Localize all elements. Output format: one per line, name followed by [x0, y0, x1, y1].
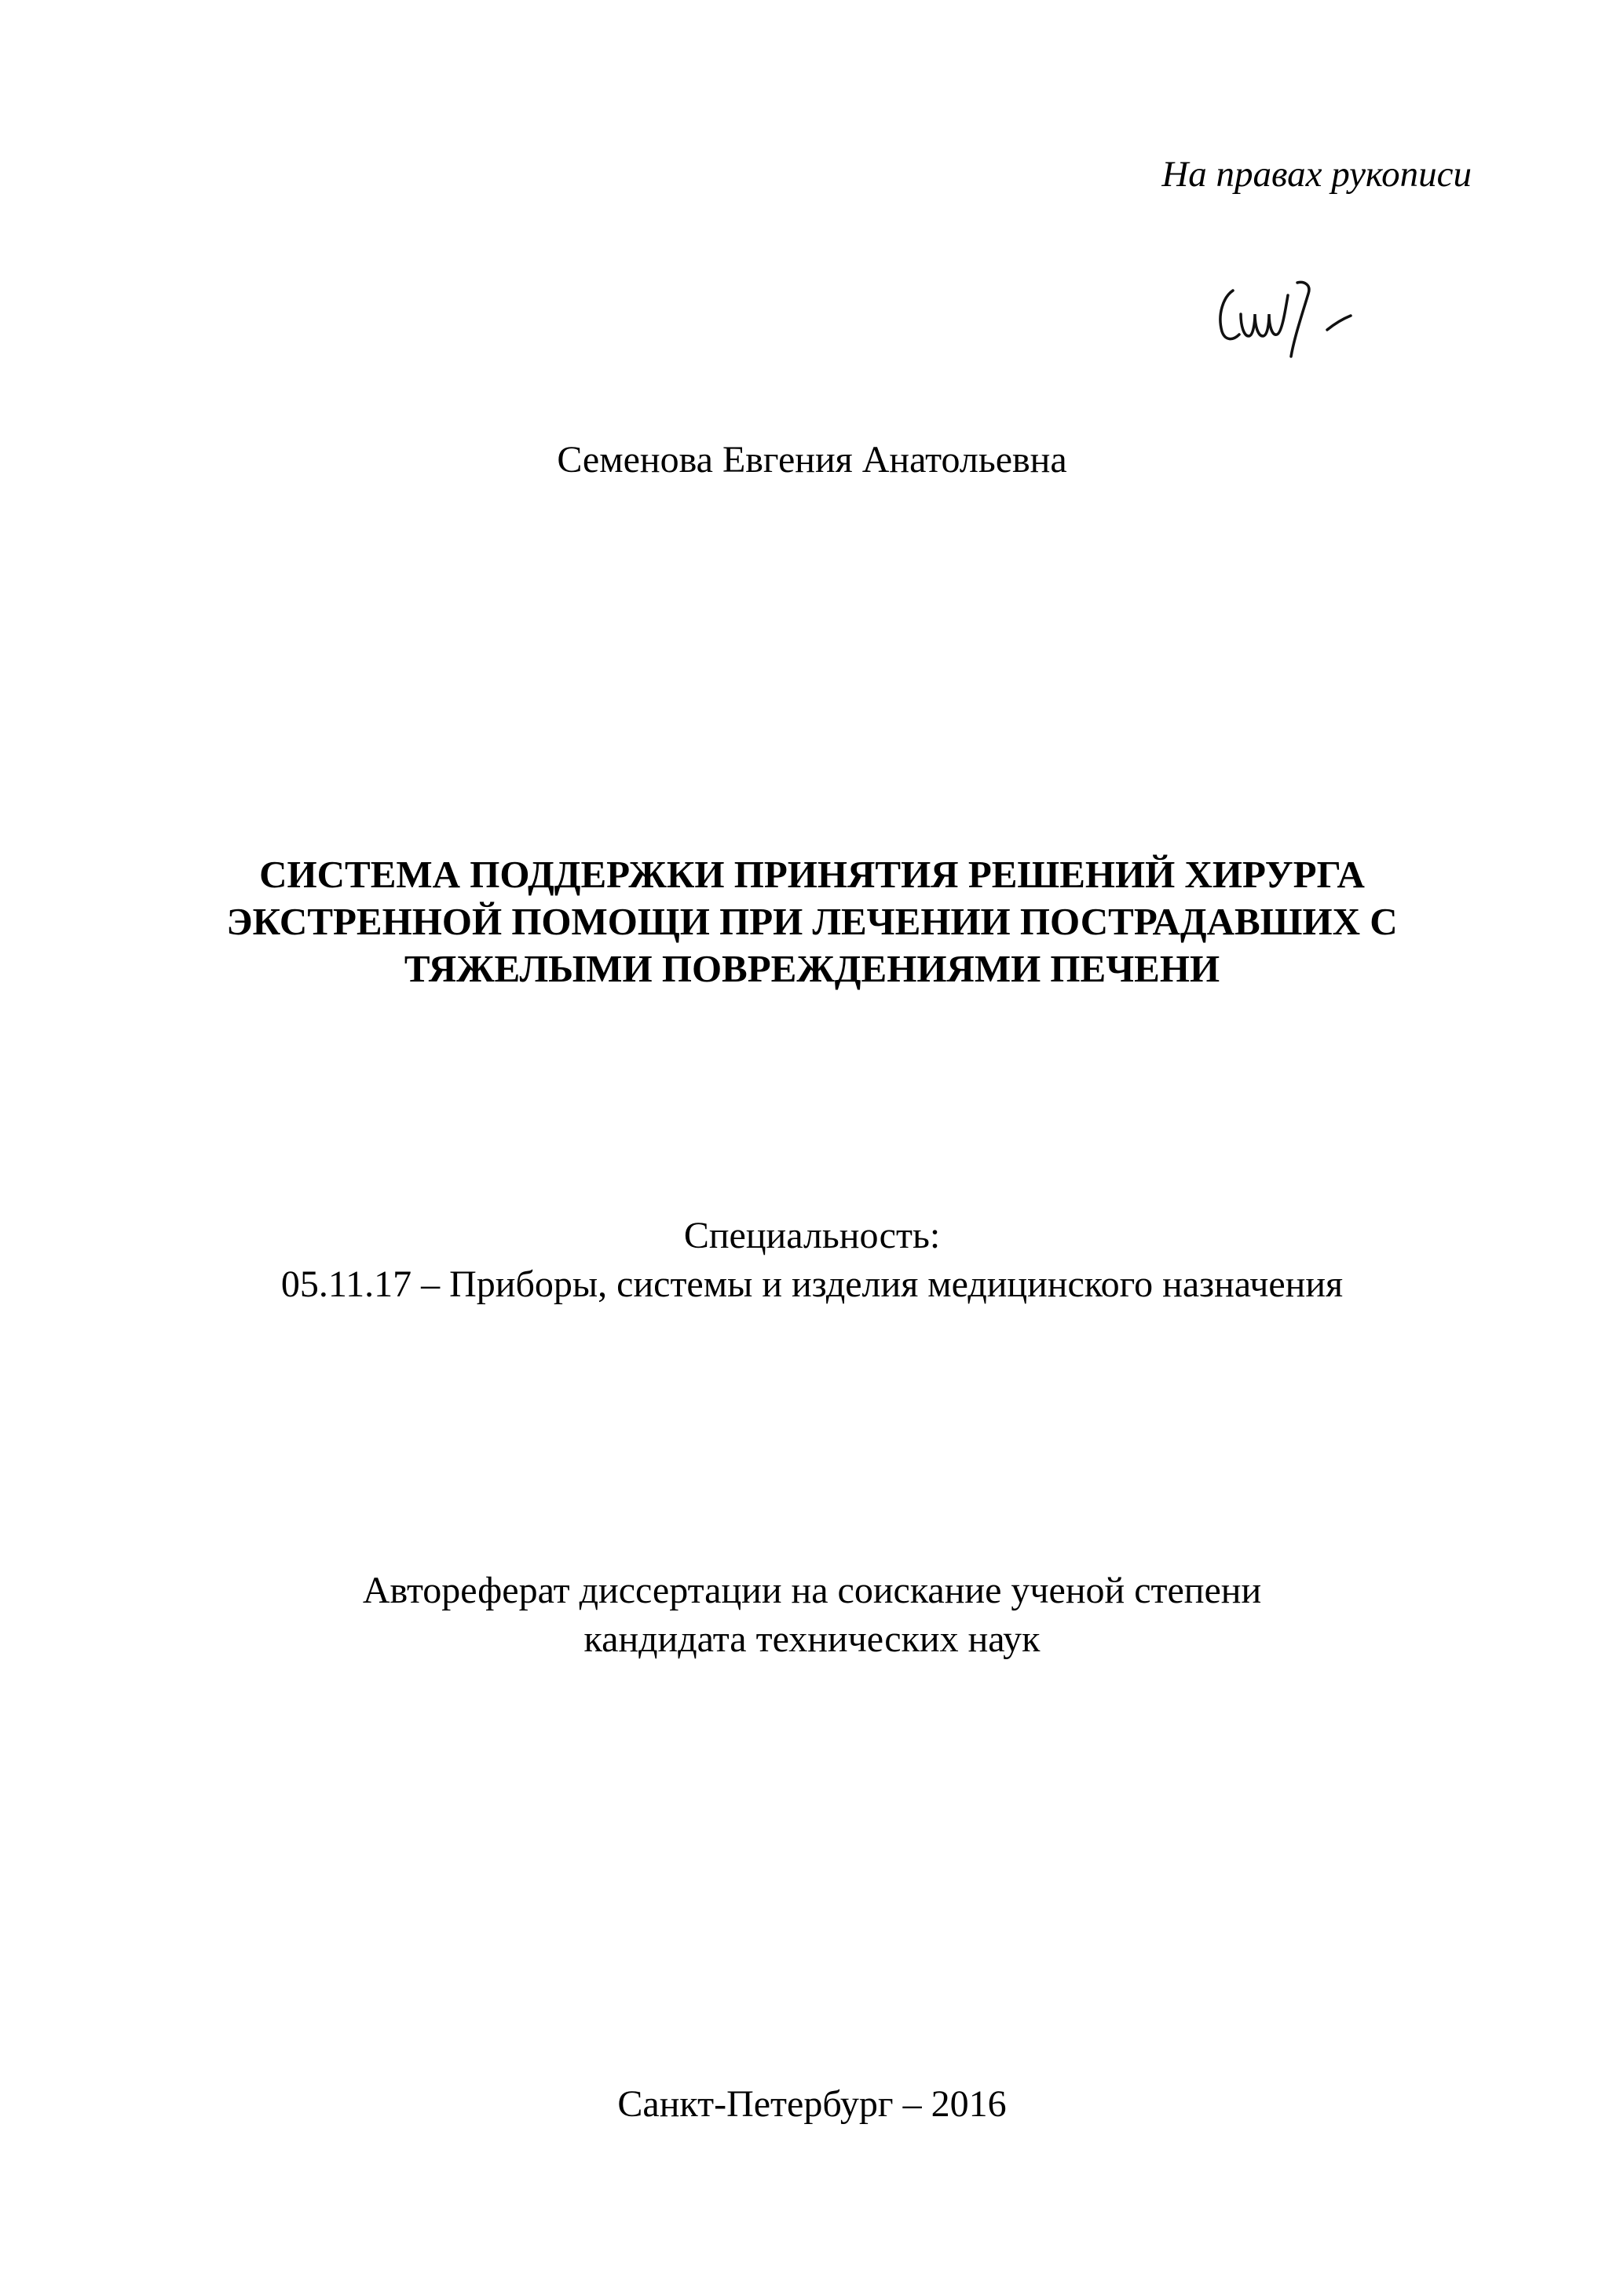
city-year: Санкт-Петербург – 2016 [617, 2083, 1007, 2125]
abstract-line: Автореферат диссертации на соискание ученой степени [362, 1570, 1262, 1611]
title-line: ТЯЖЕЛЫМИ ПОВРЕЖДЕНИЯМИ ПЕЧЕНИ [404, 947, 1220, 990]
signature-icon [1209, 259, 1366, 369]
specialty-label: Специальность: [683, 1215, 941, 1256]
title-line: СИСТЕМА ПОДДЕРЖКИ ПРИНЯТИЯ РЕШЕНИЙ ХИРУРГА [259, 853, 1365, 896]
abstract-description [0, 1567, 1624, 1664]
rights-note: На правах рукописи [1161, 154, 1472, 195]
abstract-line: кандидата технических наук [583, 1618, 1041, 1660]
title-line: ЭКСТРЕННОЙ ПОМОЩИ ПРИ ЛЕЧЕНИИ ПОСТРАДАВШИХ С [226, 900, 1398, 943]
specialty-block [0, 1212, 1624, 1309]
author-name: Семенова Евгения Анатольевна [557, 439, 1067, 481]
specialty-value: 05.11.17 – Приборы, системы и изделия медицинского назначения [280, 1263, 1344, 1305]
dissertation-title [157, 851, 1467, 993]
